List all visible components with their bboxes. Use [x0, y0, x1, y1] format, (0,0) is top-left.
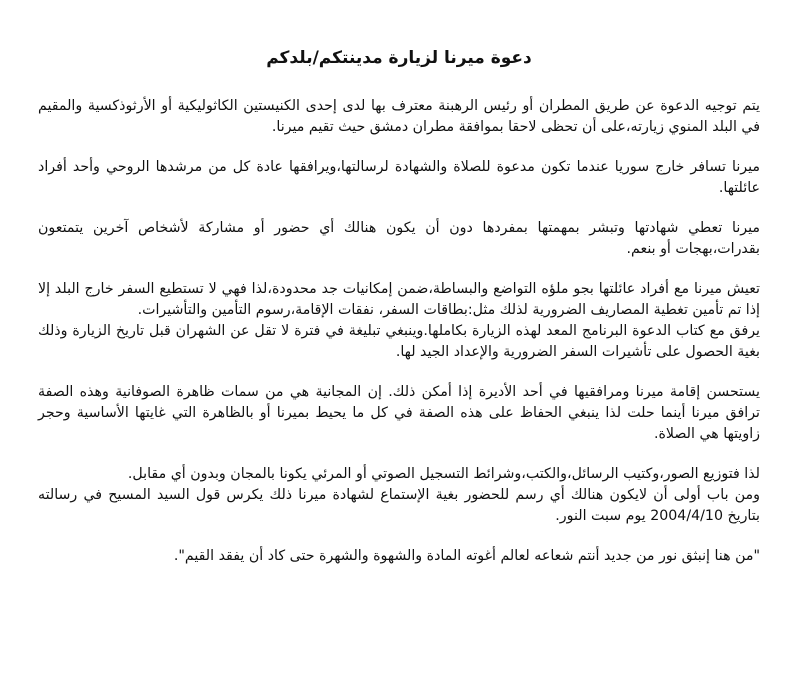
paragraph-travel-expenses: تعيش ميرنا مع أفراد عائلتها بجو ملؤه التواضع والبساطة،ضمن إمكانيات جد محدودة،لذا فهي لا تستطيع السفر خارج البلد إلا إذا تم تأمين تغطية المصاريف الضرورية لذلك مثل:بطاقات السفر، نفقات الإقامة،رسوم التأمين والتأشيرات.	[38, 281, 760, 319]
document-title: دعوة ميرنا لزيارة مدينتكم/بلدكم	[266, 48, 532, 68]
paragraph-testimony-alone: ميرنا تعطي شهادتها وتبشر بمهمتها بمفردها دون أن يكون هنالك أي حضور أو مشاركة لأشخاص آخرين يتمتعون بقدرات،بهجات أو بنعم.	[38, 220, 760, 258]
paragraph-no-fees: ومن باب أولى أن لايكون هنالك أي رسم للحضور بغية الإستماع لشهادة ميرنا ذلك يكرس قول السيد المسيح في رسالته بتاريخ 2004/4/10 يوم سبت النور.	[38, 487, 760, 525]
paragraph-invitation-procedure: يتم توجيه الدعوة عن طريق المطران أو رئيس الرهبنة معترف بها لدى إحدى الكنيستين الكاثوليكية أو الأرثوذكسية والمقيم في البلد المنوي زيارته،على أن تحظى لاحقا بموافقة مطران دمشق حيث تقيم ميرنا.	[38, 98, 760, 136]
paragraph-accommodation-gratuity: يستحسن إقامة ميرنا ومرافقيها في أحد الأديرة إذا أمكن ذلك. إن المجانية هي من سمات ظاهرة الصوفانية وهذه الصفة ترافق ميرنا أينما حلت لذا ينبغي الحفاظ على هذه الصفة في كل ما يحيط بميرنا أو بالظاهرة التي غايتها الأساسية وحجر زاويتها هي الصلاة.	[38, 384, 760, 443]
paragraph-program-notice: يرفق مع كتاب الدعوة البرنامج المعد لهذه الزيارة بكاملها.وينبغي تبليغة في فترة لا تقل عن الشهران قبل تاريخ الزيارة وذلك بغية الحصول على تأشيرات السفر الضرورية والإعداد الجيد لها.	[38, 323, 760, 361]
paragraph-quote: "من هنا إنبثق نور من جديد أنتم شعاعه لعالم أغوته المادة والشهوة والشهرة حتى كاد أن يفقد القيم".	[173, 548, 760, 565]
paragraph-travel-companions: ميرنا تسافر خارج سوريا عندما تكون مدعوة للصلاة والشهادة لرسالتها،ويرافقها عادة كل من مرشدها الروحي وأحد أفراد عائلتها.	[38, 159, 760, 197]
paragraph-free-distribution: لذا فتوزيع الصور،وكتيب الرسائل،والكتب،وشرائط التسجيل الصوتي أو المرئي يكونا بالمجان وبدون أي مقابل.	[127, 466, 760, 483]
